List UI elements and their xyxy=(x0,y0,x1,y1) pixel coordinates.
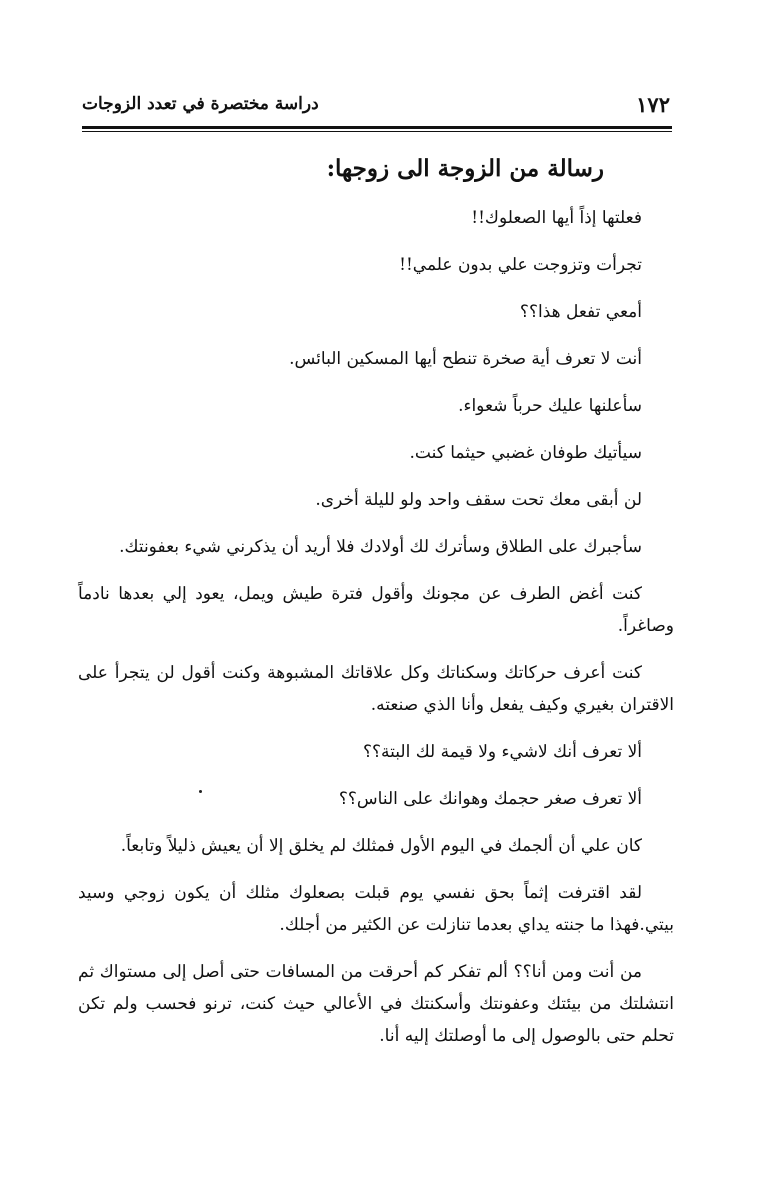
paragraph: ألا تعرف أنك لاشيء ولا قيمة لك البتة؟؟ xyxy=(363,742,642,762)
page-number: ١٧٢ xyxy=(636,92,670,117)
section-heading: رسالة من الزوجة الى زوجها: xyxy=(326,155,604,182)
paragraph: أنت لا تعرف أية صخرة تنطح أيها المسكين البائس. xyxy=(289,349,642,369)
paragraph: تجرأت وتزوجت علي بدون علمي!! xyxy=(399,255,642,275)
paragraph: كان علي أن ألجمك في اليوم الأول فمثلك لم يخلق إلا أن يعيش ذليلاً وتابعاً. xyxy=(120,836,642,856)
paragraph: كنت أعرف حركاتك وسكناتك وكل علاقاتك المشبوهة وكنت أقول لن يتجرأ على الاقتران بغيري وكيف يفعل وأنا الذي صنعته. xyxy=(78,663,674,715)
paragraph: من أنت ومن أنا؟؟ ألم تفكر كم أحرقت من المسافات حتى أصل إلى مستواك ثم انتشلتك من بيئتك وعفونتك وأسكنتك في الأعالي حيث كنت، ترنو فحسب ولم تكن تحلم حتى بالوصول إلى ما أوصلتك إليه أنا. xyxy=(78,962,674,1046)
paragraph: سأعلنها عليك حرباً شعواء. xyxy=(458,396,642,416)
paragraph: كنت أغض الطرف عن مجونك وأقول فترة طيش ويمل، يعود إلي بعدها نادماً وصاغراً. xyxy=(78,584,674,636)
print-speck xyxy=(199,790,202,793)
paragraph: ألا تعرف صغر حجمك وهوانك على الناس؟؟ xyxy=(338,789,642,809)
paragraph: سيأتيك طوفان غضبي حيثما كنت. xyxy=(409,443,642,463)
paragraph: أمعي تفعل هذا؟؟ xyxy=(519,302,642,322)
paragraph: لن أبقى معك تحت سقف واحد ولو لليلة أخرى. xyxy=(315,490,642,510)
paragraph: لقد اقترفت إثماً بحق نفسي يوم قبلت بصعلوك مثلك أن يكون زوجي وسيد بيتي.فهذا ما جنته يداي بعدما تنازلت عن الكثير من أجلك. xyxy=(78,883,674,935)
paragraph: سأجبرك على الطلاق وسأترك لك أولادك فلا أريد أن يذكرني شيء بعفونتك. xyxy=(119,537,642,557)
page-header xyxy=(82,92,670,122)
running-title: دراسة مختصرة في تعدد الزوجات xyxy=(82,94,319,114)
page-body xyxy=(78,150,674,1067)
header-rule-thick xyxy=(82,126,672,129)
paragraph: فعلتها إذاً أيها الصعلوك!! xyxy=(471,208,642,228)
header-rule-thin xyxy=(82,131,672,132)
